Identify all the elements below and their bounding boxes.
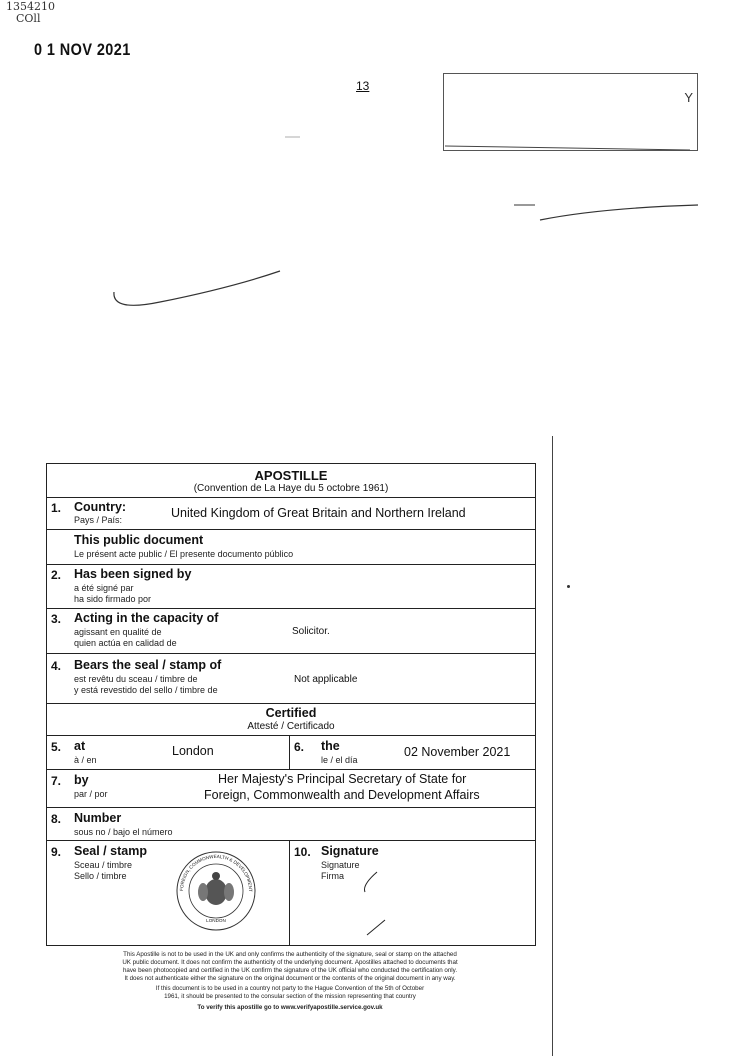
disclaimer-line: have been photocopied and certified in the UK confirm the signature of the UK official who conducted the certification only.	[122, 967, 458, 974]
certified-label: Certified	[265, 706, 317, 720]
field-label: Country:	[74, 500, 127, 514]
signature-slash	[367, 920, 385, 935]
apostille-disclaimer	[70, 951, 510, 1012]
field-capacity	[47, 608, 535, 654]
field-sublabel: y está revestido del sello / timbre de	[74, 685, 218, 695]
crest-unicorn	[224, 883, 234, 901]
certified-sublabel: Attesté / Certificado	[247, 721, 335, 732]
field-number: 7.	[51, 774, 62, 788]
field-sublabel: Signature	[321, 860, 360, 870]
received-date-stamp: 0 1 NOV 2021	[34, 40, 131, 59]
field-number: 2.	[51, 568, 62, 582]
field-number: 9.	[51, 845, 62, 859]
field-sublabel: a été signé par	[74, 583, 134, 593]
field-sublabel: à / en	[74, 755, 97, 765]
field-country	[47, 497, 535, 530]
field-label: at	[74, 739, 86, 753]
field-number	[47, 807, 535, 841]
fcdo-seal	[175, 850, 257, 932]
crest-crown	[212, 872, 220, 880]
field-label: Seal / stamp	[74, 844, 147, 858]
field-seal-of	[47, 653, 535, 704]
column-divider	[289, 840, 290, 945]
field-label: Acting in the capacity of	[74, 611, 219, 625]
country-value: United Kingdom of Great Britain and Northern Ireland	[171, 506, 466, 520]
field-label: Bears the seal / stamp of	[74, 658, 222, 672]
column-divider	[289, 735, 290, 769]
apostille-certificate	[46, 463, 536, 946]
margin-note-1: 1354210	[6, 0, 55, 13]
field-sublabel: ha sido firmado por	[74, 594, 152, 604]
field-sublabel: Le présent acte public / El presente documento público	[74, 549, 294, 559]
authority-value-line1: Her Majesty's Principal Secretary of State for	[218, 772, 467, 786]
seal-bottom-text: LONDON	[206, 918, 226, 923]
disclaimer-line: If this document is to be used in a country not party to the Hague Convention of the 5th of October	[155, 985, 425, 992]
field-number: 4.	[51, 659, 62, 673]
field-public-document	[47, 529, 535, 565]
place-value: London	[172, 744, 214, 758]
crest-shield	[205, 879, 227, 905]
redacted-block-mark: Y	[684, 90, 693, 105]
redacted-block	[443, 73, 698, 151]
page-speck	[567, 585, 570, 588]
field-sublabel: quien actúa en calidad de	[74, 638, 177, 648]
apostille-subtitle: (Convention de La Haye du 5 octobre 1961)	[193, 483, 389, 494]
page-number: 13	[356, 79, 370, 93]
signature-stroke-left	[114, 271, 280, 305]
apostille-header	[47, 464, 535, 498]
disclaimer-line: 1961, it should be presented to the consular section of the mission representing that country	[164, 993, 416, 1000]
seal-ring-text: FOREIGN, COMMONWEALTH & DEVELOPMENT	[178, 853, 254, 892]
margin-note-2: COll	[16, 12, 41, 25]
seal-of-value: Not applicable	[294, 674, 358, 685]
field-by	[47, 769, 535, 808]
field-sublabel: Sceau / timbre	[74, 860, 133, 870]
field-sublabel: sous no / bajo el número	[74, 827, 173, 837]
field-label: by	[74, 773, 89, 787]
field-seal-signature	[47, 840, 535, 945]
field-sublabel: Firma	[321, 871, 344, 881]
field-number: 5.	[51, 740, 62, 754]
capacity-value: Solicitor.	[292, 626, 330, 637]
field-number: 3.	[51, 612, 62, 626]
apostille-title: APOSTILLE	[254, 468, 328, 483]
certified-header	[47, 703, 535, 736]
signature-curve	[365, 872, 378, 892]
authority-value-line2: Foreign, Commonwealth and Development Affairs	[204, 788, 480, 802]
field-number: 1.	[51, 501, 62, 515]
field-label: the	[321, 739, 340, 753]
field-label: Signature	[321, 844, 379, 858]
field-label: This public document	[74, 533, 204, 547]
field-number: 6.	[294, 740, 305, 754]
field-signed-by	[47, 564, 535, 609]
handwritten-signature	[357, 870, 417, 940]
field-sublabel: est revêtu du sceau / timbre de	[74, 674, 198, 684]
signature-stroke-right	[540, 205, 698, 220]
crest-lion	[198, 883, 208, 901]
disclaimer-line: UK public document. It does not confirm the authenticity of the underlying document. Apostilles attached to documents that	[122, 959, 458, 966]
field-sublabel: Sello / timbre	[74, 871, 127, 881]
disclaimer-line: It does not authenticate either the signature on the original document or the contents of the original document in any way.	[124, 975, 456, 982]
date-value: 02 November 2021	[404, 745, 511, 759]
field-sublabel: Pays / País:	[74, 515, 123, 525]
field-sublabel: agissant en qualité de	[74, 627, 162, 637]
field-number: 10.	[294, 845, 311, 859]
field-label: Number	[74, 811, 122, 825]
field-number-index: 8.	[51, 812, 62, 826]
field-at-the	[47, 735, 535, 770]
disclaimer-line: This Apostille is not to be used in the UK and only confirms the authenticity of the signature, seal or stamp on the attached	[123, 951, 457, 958]
page-fold-line	[552, 436, 553, 1056]
field-sublabel: par / por	[74, 789, 108, 799]
verify-url-line: To verify this apostille go to www.verifyapostille.service.gov.uk	[197, 1004, 383, 1011]
field-label: Has been signed by	[74, 567, 192, 581]
field-sublabel: le / el día	[321, 755, 358, 765]
